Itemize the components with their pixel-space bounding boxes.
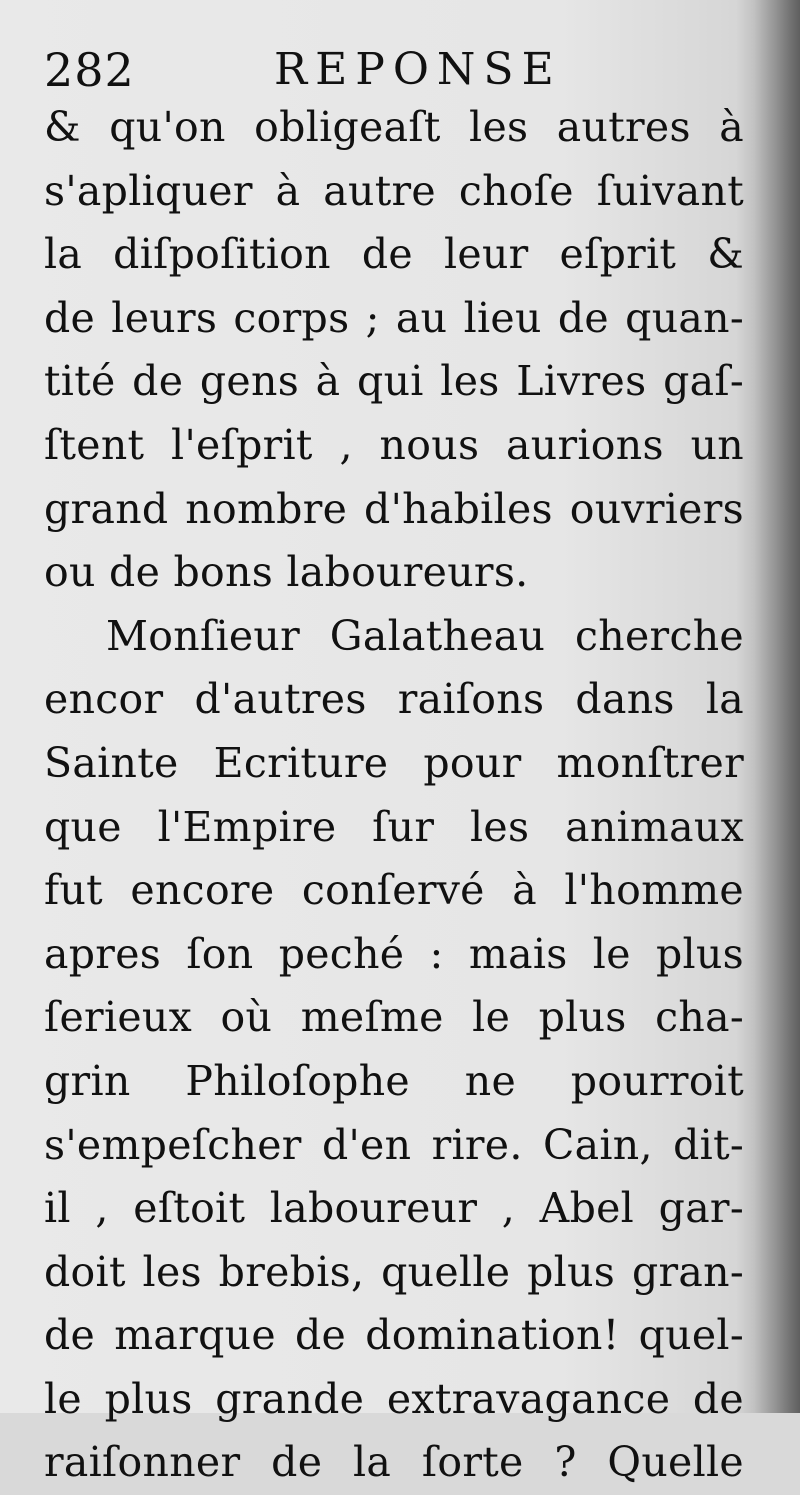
page-number: 282 bbox=[44, 43, 135, 97]
text-line: ſerieux où meſme le plus cha- bbox=[44, 993, 744, 1042]
text-line: encor d'autres raiſons dans la bbox=[44, 675, 744, 724]
text-line: il , eſtoit laboureur , Abel gar- bbox=[44, 1184, 744, 1233]
text-line: le plus grande extravagance de bbox=[44, 1374, 744, 1423]
text-line: s'apliquer à autre choſe ſuivant bbox=[44, 166, 744, 215]
page-header bbox=[44, 40, 724, 100]
text-line: ſtent l'eſprit , nous aurions un bbox=[44, 420, 744, 469]
text-line: que l'Empire ſur les animaux bbox=[44, 802, 744, 851]
text-line: grin Philoſophe ne pourroit bbox=[44, 1056, 744, 1105]
text-line: apres ſon peché : mais le plus bbox=[44, 929, 744, 978]
text-line: s'empeſcher d'en rire. Cain, dit- bbox=[44, 1120, 744, 1169]
text-line: la diſpoſition de leur eſprit & bbox=[44, 230, 744, 279]
text-line: raiſonner de la ſorte ? Quelle bbox=[44, 1438, 744, 1487]
running-head: REPONSE bbox=[274, 44, 562, 95]
text-line: & qu'on obligeaſt les autres à bbox=[44, 103, 744, 151]
text-line: ou de bons laboureurs. bbox=[44, 548, 529, 597]
text-line: de marque de domination! quel- bbox=[44, 1311, 744, 1360]
text-line: Monſieur Galatheau cherche bbox=[106, 611, 744, 660]
text-line: fut encore conſervé à l'homme bbox=[44, 866, 744, 915]
text-line: Sainte Ecriture pour monſtrer bbox=[44, 738, 744, 787]
page-gutter-shadow bbox=[754, 0, 800, 1413]
text-line: tité de gens à qui les Livres gaſ- bbox=[44, 357, 744, 406]
body-text bbox=[44, 96, 744, 1495]
text-line: de leurs corps ; au lieu de quan- bbox=[44, 293, 744, 342]
text-line: grand nombre d'habiles ouvriers bbox=[44, 484, 744, 533]
text-line: doit les brebis, quelle plus gran- bbox=[44, 1247, 744, 1296]
